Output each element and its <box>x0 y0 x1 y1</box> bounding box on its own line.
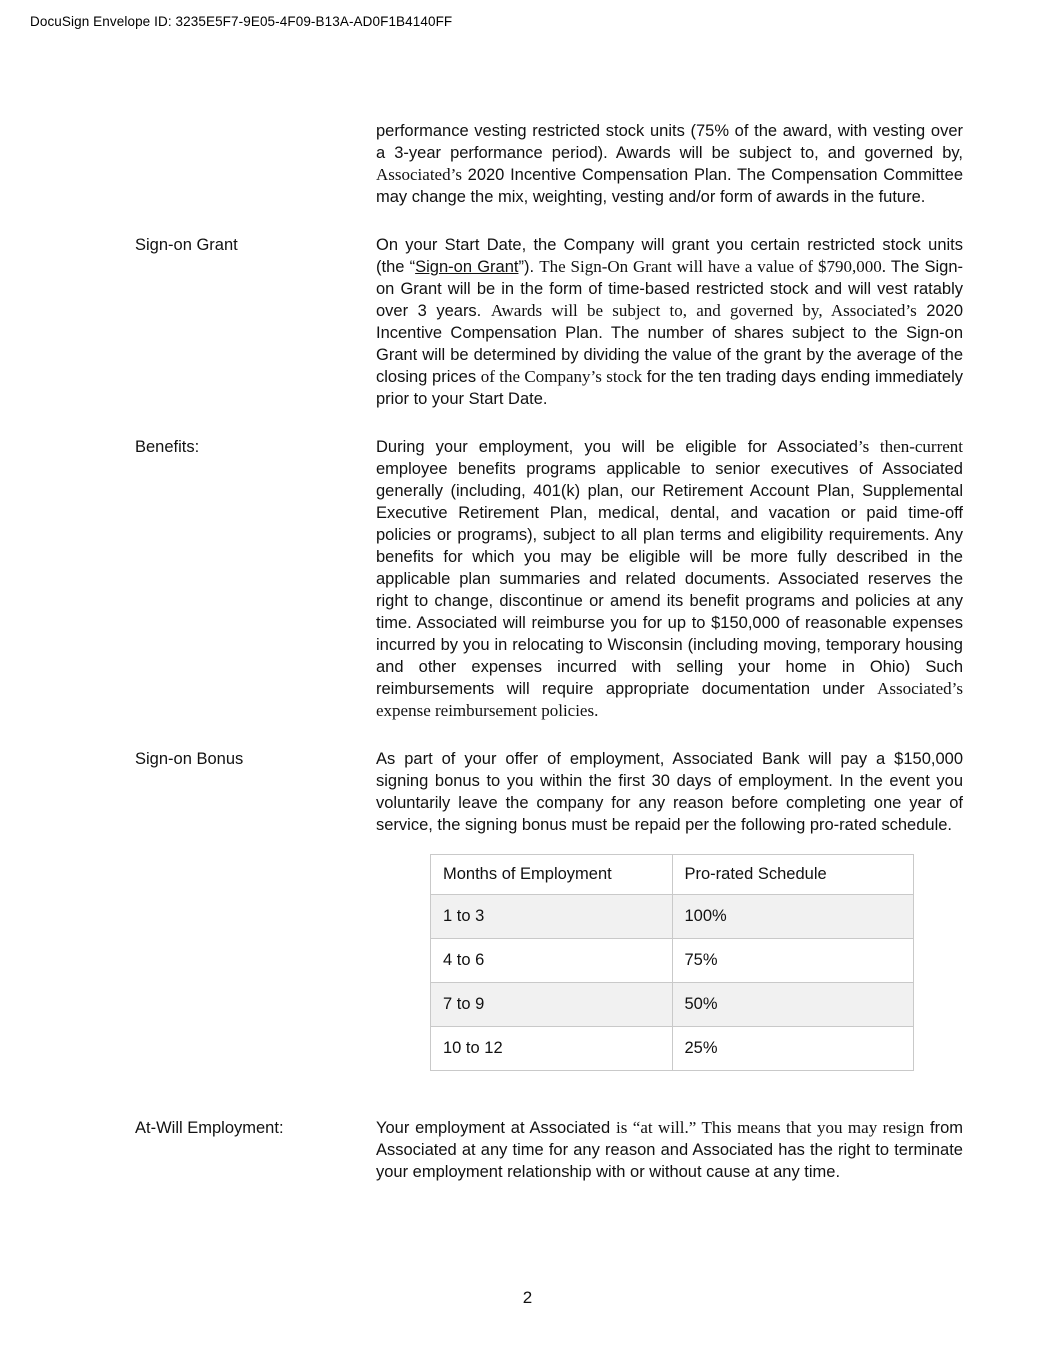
table-cell: 7 to 9 <box>431 983 673 1027</box>
paragraph: Your employment at Associated is “at will.” This means that you may resign from Associated at any time for any reason and Associated has the right to terminate your employment relationship with or without cause at any time. <box>376 1118 964 1181</box>
page-number: 2 <box>522 1288 533 1307</box>
table-cell: 75% <box>672 939 914 983</box>
table-header-cell: Months of Employment <box>431 855 673 895</box>
pro-rated-schedule-table <box>430 854 914 1071</box>
paragraph: On your Start Date, the Company will grant you certain restricted stock units (the “Sign-on Grant”). The Sign-On Grant will have a value of $790,000. The Sign-on Grant will be in the form of time-based restricted stock and will vest ratably over 3 years. Awards will be subject to, and governed by, Associated’s 2020 Incentive Compensation Plan. The number of shares subject to the Sign-on Grant will be determined by dividing the value of the grant by the average of the closing prices of the Company’s stock for the ten trading days ending immediately prior to your Start Date. <box>376 236 964 408</box>
table-cell: 50% <box>672 983 914 1027</box>
section-long-term-incentive-continuation <box>135 120 963 208</box>
section-label: Benefits: <box>135 438 200 456</box>
table-row <box>431 939 914 983</box>
section-label <box>135 120 376 208</box>
pro-rated-schedule-table-container <box>430 854 963 1071</box>
paragraph: performance vesting restricted stock units (75% of the award, with vesting over a 3-year performance period). Awards will be subject to, and governed by, Associated’s 2020 Incentive Compensation Plan. The Compensation Committee may change the mix, weighting, vesting and/or form of awards in the future. <box>376 122 963 206</box>
table-cell: 1 to 3 <box>431 895 673 939</box>
section-label: Sign-on Bonus <box>135 750 244 768</box>
docusign-envelope-id: DocuSign Envelope ID: 3235E5F7-9E05-4F09-B13A-AD0F1B4140FF <box>30 14 453 29</box>
section-label: Sign-on Grant <box>135 236 238 254</box>
table-cell: 4 to 6 <box>431 939 673 983</box>
table-row <box>431 983 914 1027</box>
section-sign-on-grant <box>135 234 963 410</box>
table-cell: 100% <box>672 895 914 939</box>
section-at-will-employment <box>135 1117 963 1183</box>
table-row <box>431 895 914 939</box>
table-cell: 10 to 12 <box>431 1027 673 1071</box>
paragraph: As part of your offer of employment, Associated Bank will pay a $150,000 signing bonus to you within the first 30 days of employment. In the event you voluntarily leave the company for any reason before completing one year of service, the signing bonus must be repaid per the following pro-rated schedule. <box>376 750 963 834</box>
table-header-row <box>431 855 914 895</box>
document-content <box>135 120 963 1209</box>
table-row <box>431 1027 914 1071</box>
section-label: At-Will Employment: <box>135 1119 284 1137</box>
section-benefits <box>135 436 963 722</box>
paragraph: During your employment, you will be eligible for Associated’s then-current employee benefits programs applicable to senior executives of Associated generally (including, 401(k) plan, our Retirement Account Plan, Supplemental Executive Retirement Plan, medical, dental, and vacation or paid time-off policies or programs), subject to all plan terms and eligibility requirements. Any benefits for which you may be eligible will be more fully described in the applicable plan summaries and related documents. Associated reserves the right to change, discontinue or amend its benefit programs and policies at any time. Associated will reimburse you for up to $150,000 of reasonable expenses incurred by you in relocating to Wisconsin (including moving, temporary housing and other expenses incurred with selling your home in Ohio) Such reimbursements will require appropriate documentation under Associated’s expense reimbursement policies. <box>376 437 963 720</box>
table-cell: 25% <box>672 1027 914 1071</box>
section-sign-on-bonus <box>135 748 963 836</box>
table-header-cell: Pro-rated Schedule <box>672 855 914 895</box>
